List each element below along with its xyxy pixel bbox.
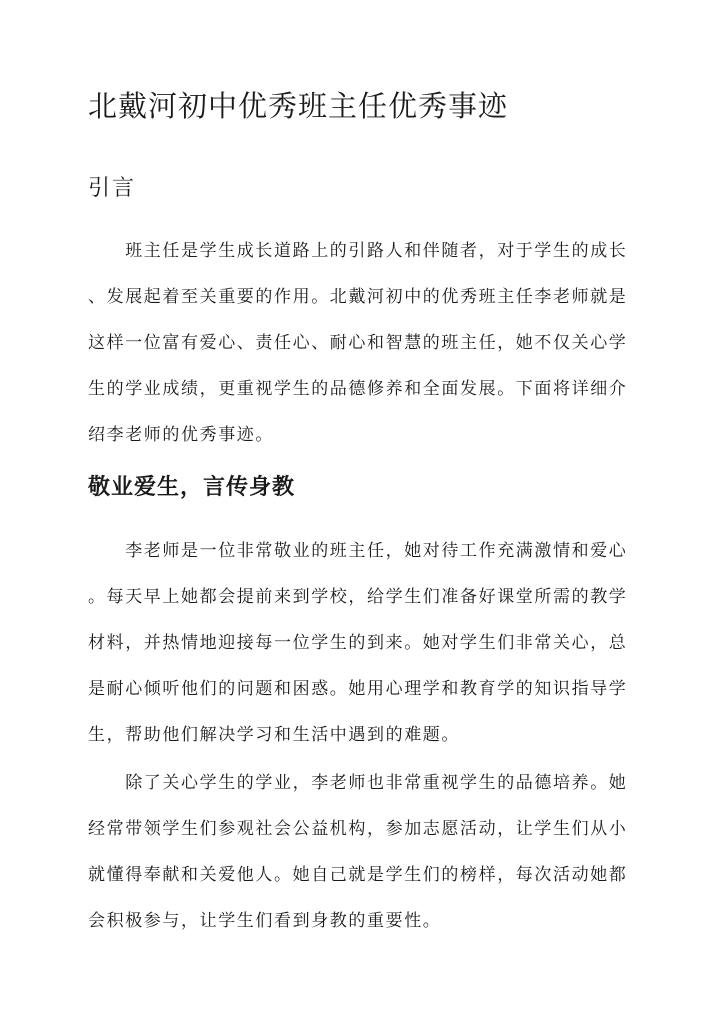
- paragraph-line: 、发展起着至关重要的作用。北戴河初中的优秀班主任李老师就是: [88, 287, 628, 307]
- paragraph-line: 除了关心学生的学业，李老师也非常重视学生的品德培养。她: [88, 773, 628, 793]
- section-heading-dedication: 敬业爱生，言传身教: [88, 474, 296, 500]
- document-title: 北戴河初中优秀班主任优秀事迹: [88, 89, 509, 123]
- paragraph-line: 班主任是学生成长道路上的引路人和伴随者，对于学生的成长: [88, 241, 628, 261]
- paragraph-line: 绍李老师的优秀事迹。: [88, 425, 274, 445]
- paragraph-line: 这样一位富有爱心、责任心、耐心和智慧的班主任，她不仅关心学: [88, 333, 628, 353]
- paragraph-line: 会积极参与，让学生们看到身教的重要性。: [88, 911, 442, 931]
- paragraph-line: 经常带领学生们参观社会公益机构，参加志愿活动，让学生们从小: [88, 819, 628, 839]
- paragraph-line: 是耐心倾听他们的问题和困惑。她用心理学和教育学的知识指导学: [88, 679, 628, 699]
- paragraph-line: 材料，并热情地迎接每一位学生的到来。她对学生们非常关心，总: [88, 633, 628, 653]
- paragraph-line: 李老师是一位非常敬业的班主任，她对待工作充满激情和爱心: [88, 541, 628, 561]
- paragraph-line: 。每天早上她都会提前来到学校，给学生们准备好课堂所需的教学: [88, 587, 628, 607]
- paragraph-line: 生的学业成绩，更重视学生的品德修养和全面发展。下面将详细介: [88, 379, 628, 399]
- paragraph-line: 就懂得奉献和关爱他人。她自己就是学生们的榜样，每次活动她都: [88, 865, 628, 885]
- section-heading-intro: 引言: [88, 176, 137, 201]
- paragraph-line: 生，帮助他们解决学习和生活中遇到的难题。: [88, 725, 460, 745]
